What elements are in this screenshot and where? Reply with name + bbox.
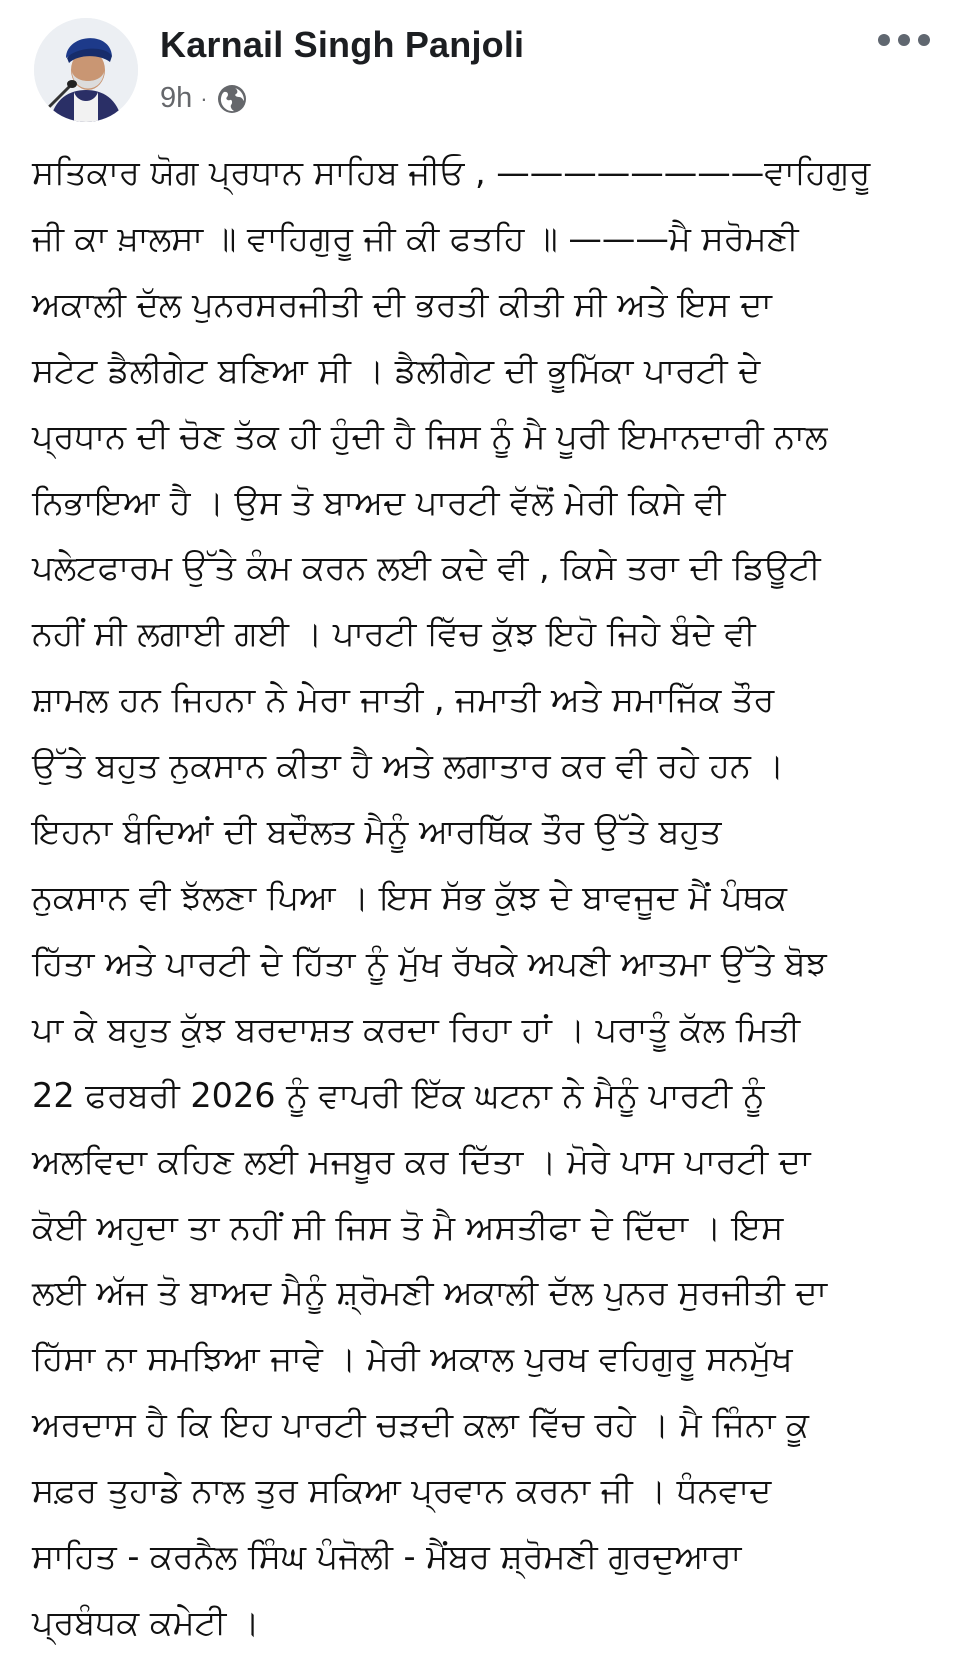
more-options-icon[interactable] [878,30,930,50]
more-dot [878,34,890,46]
more-dot [898,34,910,46]
post-header [34,18,944,128]
post-timestamp[interactable]: 9h [160,82,193,114]
author-name[interactable]: Karnail Singh Panjoli [160,24,525,65]
globe-icon [216,83,248,115]
meta-separator: · [200,85,208,111]
post-body-text: ਸਤਿਕਾਰ ਯੋਗ ਪ੍ਰਧਾਨ ਸਾਹਿਬ ਜੀਓ , ————————ਵਾਹਿਗੁਰੂ ਜੀ ਕਾ ਖ਼ਾਲਸਾ ॥ ਵਾਹਿਗੁਰੂ ਜੀ ਕੀ ਫਤਹਿ ॥ ———ਮੈ ਸਰੋਮਣੀ ਅਕਾਲੀ ਦੱਲ ਪੁਨਰਸਰਜੀਤੀ ਦੀ ਭਰਤੀ ਕੀਤੀ ਸੀ ਅਤੇ ਇਸ ਦਾ ਸਟੇਟ ਡੈਲੀਗੇਟ ਬਣਿਆ ਸੀ । ਡੈਲੀਗੇਟ ਦੀ ਭੂਮਿੱਕਾ ਪਾਰਟੀ ਦੇ ਪ੍ਰਧਾਨ ਦੀ ਚੋਣ ਤੱਕ ਹੀ ਹੁੰਦੀ ਹੈ ਜਿਸ ਨੂੰ ਮੈ ਪੂਰੀ ਇਮਾਨਦਾਰੀ ਨਾਲ ਨਿਭਾਇਆ ਹੈ । ਉਸ ਤੋ ਬਾਅਦ ਪਾਰਟੀ ਵੱਲੋਂ ਮੇਰੀ ਕਿਸੇ ਵੀ ਪਲੇਟਫਾਰਮ ਉੱਤੇ ਕੰਮ ਕਰਨ ਲਈ ਕਦੇ ਵੀ , ਕਿਸੇ ਤਰਾ ਦੀ ਡਿਊਟੀ ਨਹੀਂ ਸੀ ਲਗਾਈ ਗਈ । ਪਾਰਟੀ ਵਿੱਚ ਕੁੱਝ ਇਹੋ ਜਿਹੇ ਬੰਦੇ ਵੀ ਸ਼ਾਮਲ ਹਨ ਜਿਹਨਾ ਨੇ ਮੇਰਾ ਜਾਤੀ , ਜਮਾਤੀ ਅਤੇ ਸਮਾਜਿੱਕ ਤੌਰ ਉੱਤੇ ਬਹੁਤ ਨੁਕਸਾਨ ਕੀਤਾ ਹੈ ਅਤੇ ਲਗਾਤਾਰ ਕਰ ਵੀ ਰਹੇ ਹਨ । ਇਹਨਾ ਬੰਦਿਆਂ ਦੀ ਬਦੌਲਤ ਮੈਨੂੰ ਆਰਥਿੱਕ ਤੌਰ ਉੱਤੇ ਬਹੁਤ ਨੁਕਸਾਨ ਵੀ ਝੱਲਣਾ ਪਿਆ । ਇਸ ਸੱਭ ਕੁੱਝ ਦੇ ਬਾਵਜੂਦ ਮੈਂ ਪੰਥਕ ਹਿੱਤਾ ਅਤੇ ਪਾਰਟੀ ਦੇ ਹਿੱਤਾ ਨੂੰ ਮੁੱਖ ਰੱਖਕੇ ਅਪਣੀ ਆਤਮਾ ਉੱਤੇ ਬੋਝ ਪਾ ਕੇ ਬਹੁਤ ਕੁੱਝ ਬਰਦਾਸ਼ਤ ਕਰਦਾ ਰਿਹਾ ਹਾਂ । ਪਰਾਤੂੰ ਕੱਲ ਮਿਤੀ 22 ਫਰਬਰੀ 2026 ਨੂੰ ਵਾਪਰੀ ਇੱਕ ਘਟਨਾ ਨੇ ਮੈਨੂੰ ਪਾਰਟੀ ਨੂੰ ਅਲਵਿਦਾ ਕਹਿਣ ਲਈ ਮਜਬੂਰ ਕਰ ਦਿੱਤਾ । ਮੋਰੇ ਪਾਸ ਪਾਰਟੀ ਦਾ ਕੋਈ ਅਹੁਦਾ ਤਾ ਨਹੀਂ ਸੀ ਜਿਸ ਤੋ ਮੈ ਅਸਤੀਫਾ ਦੇ ਦਿੱਦਾ । ਇਸ ਲਈ ਅੱਜ ਤੋ ਬਾਅਦ ਮੈਨੂੰ ਸ਼੍ਰੋਮਣੀ ਅਕਾਲੀ ਦੱਲ ਪੁਨਰ ਸੁਰਜੀਤੀ ਦਾ ਹਿੱਸਾ ਨਾ ਸਮਝਿਆ ਜਾਵੇ । ਮੇਰੀ ਅਕਾਲ ਪੁਰਖ ਵਹਿਗੁਰੂ ਸਨਮੁੱਖ ਅਰਦਾਸ ਹੈ ਕਿ ਇਹ ਪਾਰਟੀ ਚੜਦੀ ਕਲਾ ਵਿੱਚ ਰਹੇ । ਮੈ ਜਿੰਨਾ ਕੂ ਸਫ਼ਰ ਤੁਹਾਡੇ ਨਾਲ ਤੁਰ ਸਕਿਆ ਪ੍ਰਵਾਨ ਕਰਨਾ ਜੀ । ਧੰਨਵਾਦ ਸਾਹਿਤ - ਕਰਨੈਲ ਸਿੰਘ ਪੰਜੋਲੀ - ਮੈਂਬਰ ਸ਼੍ਰੋਮਣੀ ਗੁਰਦੁਆਰਾ ਪ੍ਰਬੰਧਕ ਕਮੇਟੀ । [32,153,871,1642]
post-meta [160,82,248,115]
profile-avatar[interactable] [34,18,138,122]
profile-photo [34,18,138,122]
more-dot [918,34,930,46]
